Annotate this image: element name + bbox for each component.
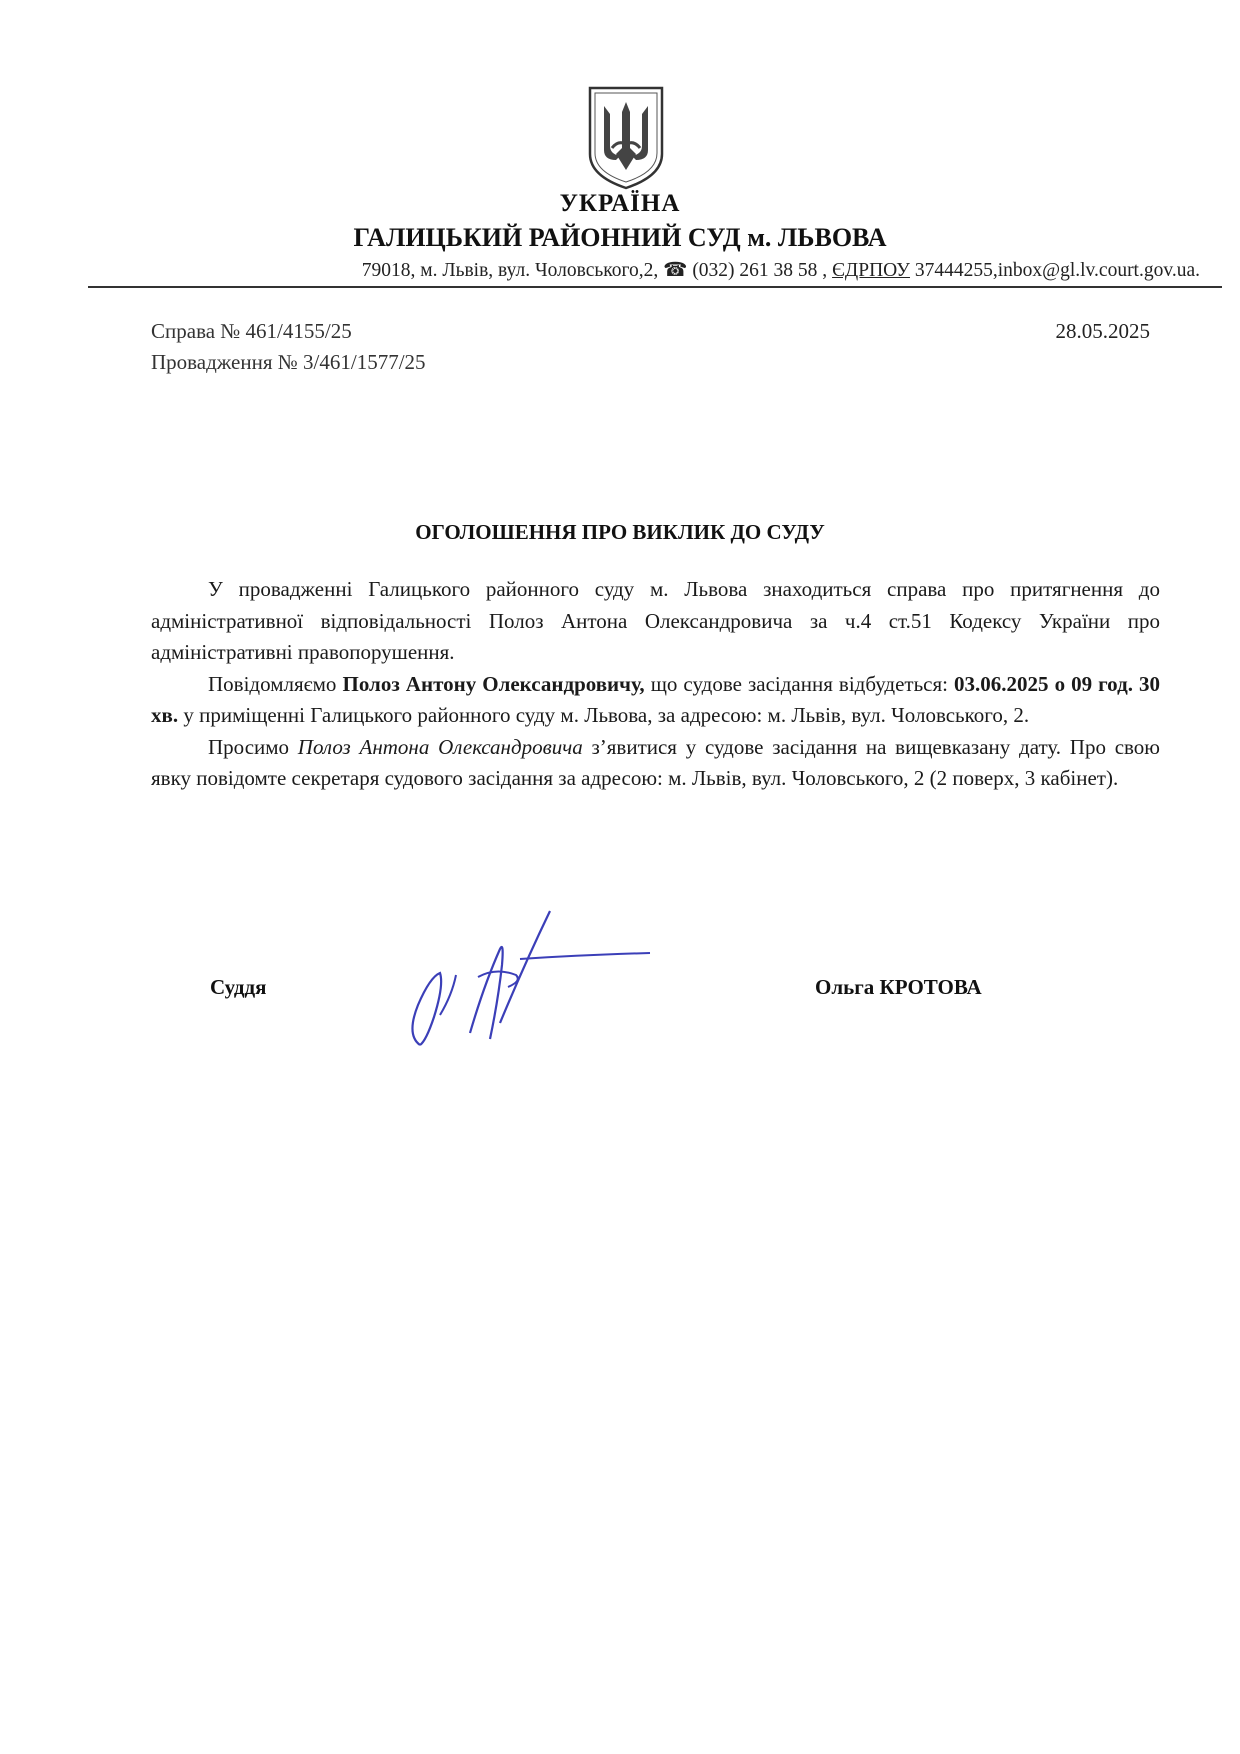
handwritten-signature bbox=[400, 905, 660, 1055]
edrpou-and-email: 37444255,inbox@gl.lv.court.gov.ua. bbox=[909, 260, 1200, 281]
judge-name: Ольга КРОТОВА bbox=[815, 975, 982, 999]
court-address-line bbox=[88, 258, 1222, 288]
edrpou-label: ЄДРПОУ bbox=[832, 260, 910, 281]
paragraph-request bbox=[151, 732, 1160, 795]
defendant-name-bold: Полоз Антону Олександровичу, bbox=[342, 671, 645, 696]
address-text: 79018, м. Львів, вул. Чоловського,2, bbox=[361, 260, 664, 281]
country-heading: УКРАЇНА bbox=[559, 190, 681, 217]
text-fragment: у приміщенні Галицького районного суду м. Львова, за адресою: м. Львів, вул. Чоловського, 2. bbox=[178, 703, 1030, 727]
paragraph-hearing-notice bbox=[151, 669, 1160, 732]
proceeding-number: Провадження № 3/461/1577/25 bbox=[151, 350, 426, 374]
court-name-heading: ГАЛИЦЬКИЙ РАЙОННИЙ СУД м. ЛЬВОВА bbox=[353, 223, 887, 252]
paragraph-case-info: У провадженні Галицького районного суду м. Львова знаходиться справа про притягнення до адміністративної відповідальності Полоз Антона Олександровича за ч.4 ст.51 Кодексу України про адміністративні правопорушення. bbox=[151, 577, 1160, 664]
document-body bbox=[151, 574, 1160, 795]
phone-text: (032) 261 38 58 , bbox=[687, 260, 833, 281]
phone-icon: ☎ bbox=[663, 260, 688, 281]
document-date: 28.05.2025 bbox=[1055, 319, 1150, 343]
text-fragment: з’явитися у судове засідання на вищевказану дату. Про свою явку повідомте секретаря судового засідання за адресою: м. Львів, вул. Чоловського, 2 (2 поверх, 3 кабінет). bbox=[151, 734, 1160, 790]
hearing-datetime: 03.06.2025 о 09 год. 30 хв. bbox=[151, 671, 1160, 727]
trident-emblem-icon bbox=[586, 84, 666, 192]
text-fragment: що судове засідання відбудеться: bbox=[644, 671, 955, 696]
judge-role-label: Суддя bbox=[210, 975, 267, 999]
text-fragment: Повідомляємо bbox=[208, 671, 343, 696]
text-fragment: Просимо bbox=[208, 734, 298, 759]
document-title: ОГОЛОШЕННЯ ПРО ВИКЛИК ДО СУДУ bbox=[415, 520, 825, 544]
case-number: Справа № 461/4155/25 bbox=[151, 319, 352, 343]
defendant-name-italic: Полоз Антона Олександровича bbox=[297, 734, 583, 759]
